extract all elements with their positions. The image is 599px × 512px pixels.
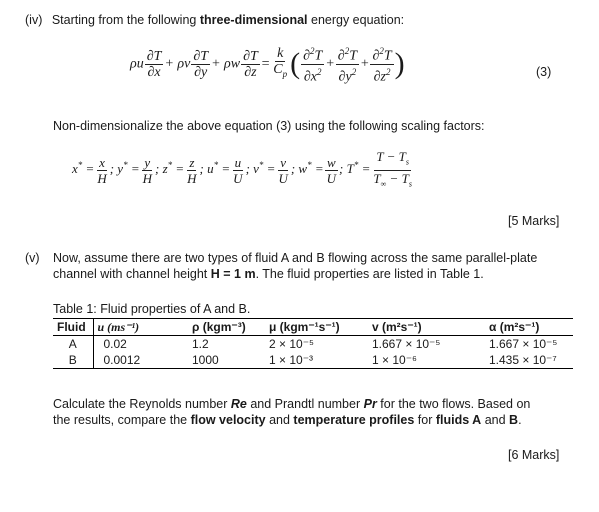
cell-kinematic-viscosity: 1 × 10⁻⁶ (372, 353, 417, 367)
fluid-properties-table (53, 318, 573, 369)
cell-kinematic-viscosity: 1.667 × 10⁻⁵ (372, 337, 441, 351)
part-iv-instruction: Non-dimensionalize the above equation (3) using the following scaling factors: (53, 119, 485, 133)
part-v-line1: Now, assume there are two types of fluid A and B flowing across the same parallel-plate (53, 251, 538, 265)
prandtl-symbol: Pr (363, 397, 377, 411)
part-v-label: (v) (25, 251, 40, 265)
table-caption: Table 1: Fluid properties of A and B. (53, 302, 251, 316)
channel-height: H = 1 m (210, 267, 256, 281)
header-fluid: Fluid (53, 319, 93, 336)
intro-bold: three-dimensional (199, 13, 308, 27)
question-line2: the results, compare the flow velocity and temperature profiles for fluids A and B. (53, 413, 522, 427)
cell-density: 1000 (192, 353, 219, 367)
part-v-line2: channel with channel height H = 1 m. The fluid properties are listed in Table 1. (53, 267, 484, 281)
equation-number: (3) (536, 65, 552, 79)
table-header-row (53, 319, 573, 336)
header-viscosity: μ (kgm⁻¹s⁻¹) (269, 320, 340, 334)
header-kinematic-viscosity: v (m²s⁻¹) (372, 320, 422, 334)
cell-fluid: A (53, 336, 93, 353)
part-iv-label: (iv) (25, 13, 43, 27)
cell-thermal-diffusivity: 1.435 × 10⁻⁷ (489, 353, 557, 367)
part-iv-marks: [5 Marks] (508, 214, 560, 228)
cell-density: 1.2 (192, 337, 209, 351)
cell-fluid: B (53, 352, 93, 369)
part-v-marks: [6 Marks] (508, 448, 560, 462)
cell-viscosity: 2 × 10⁻⁵ (269, 337, 315, 351)
header-velocity: u (ms⁻¹) (97, 319, 140, 334)
energy-equation: ρu $\frac{\partial T}{\partial x}$ + ρv $\frac{\partial T}{\partial y}$ + ρw $\frac{\partial T}{\partial z}$ = $\frac{k}{C_p}$ ( $\frac{\partial^2T}{\partial x^2}$ + $\frac{\partial^2T}{\partial y^2}$ + $\frac{\partial^2T}{\partial z^2}$ ) (130, 46, 405, 85)
table-row (53, 352, 573, 369)
header-density: ρ (kgm⁻³) (192, 320, 246, 334)
cell-velocity: 0.02 (103, 337, 127, 351)
table-row (53, 336, 573, 353)
cell-thermal-diffusivity: 1.667 × 10⁻⁵ (489, 337, 558, 351)
part-iv-intro: (iv) Starting from the following three-dimensional energy equation: (25, 13, 405, 27)
header-thermal-diffusivity: α (m²s⁻¹) (489, 320, 540, 334)
cell-velocity: 0.0012 (103, 353, 141, 367)
scaling-factors: x* = $\frac{x}{H}$ ; y* = $\frac{y}{H}$ ; z* = $\frac{z}{H}$ ; u* = $\frac{u}{U}$ ; v* = $\frac{v}{U}$ ; w* = $\frac{w}{U}$ ; T* = $\frac{T - T_s}{T_\infty - T_s}$ (72, 149, 412, 189)
reynolds-symbol: Re (230, 397, 247, 411)
cell-viscosity: 1 × 10⁻³ (269, 353, 314, 367)
question-line1: Calculate the Reynolds number Re and Prandtl number Pr for the two flows. Based on (53, 397, 531, 411)
